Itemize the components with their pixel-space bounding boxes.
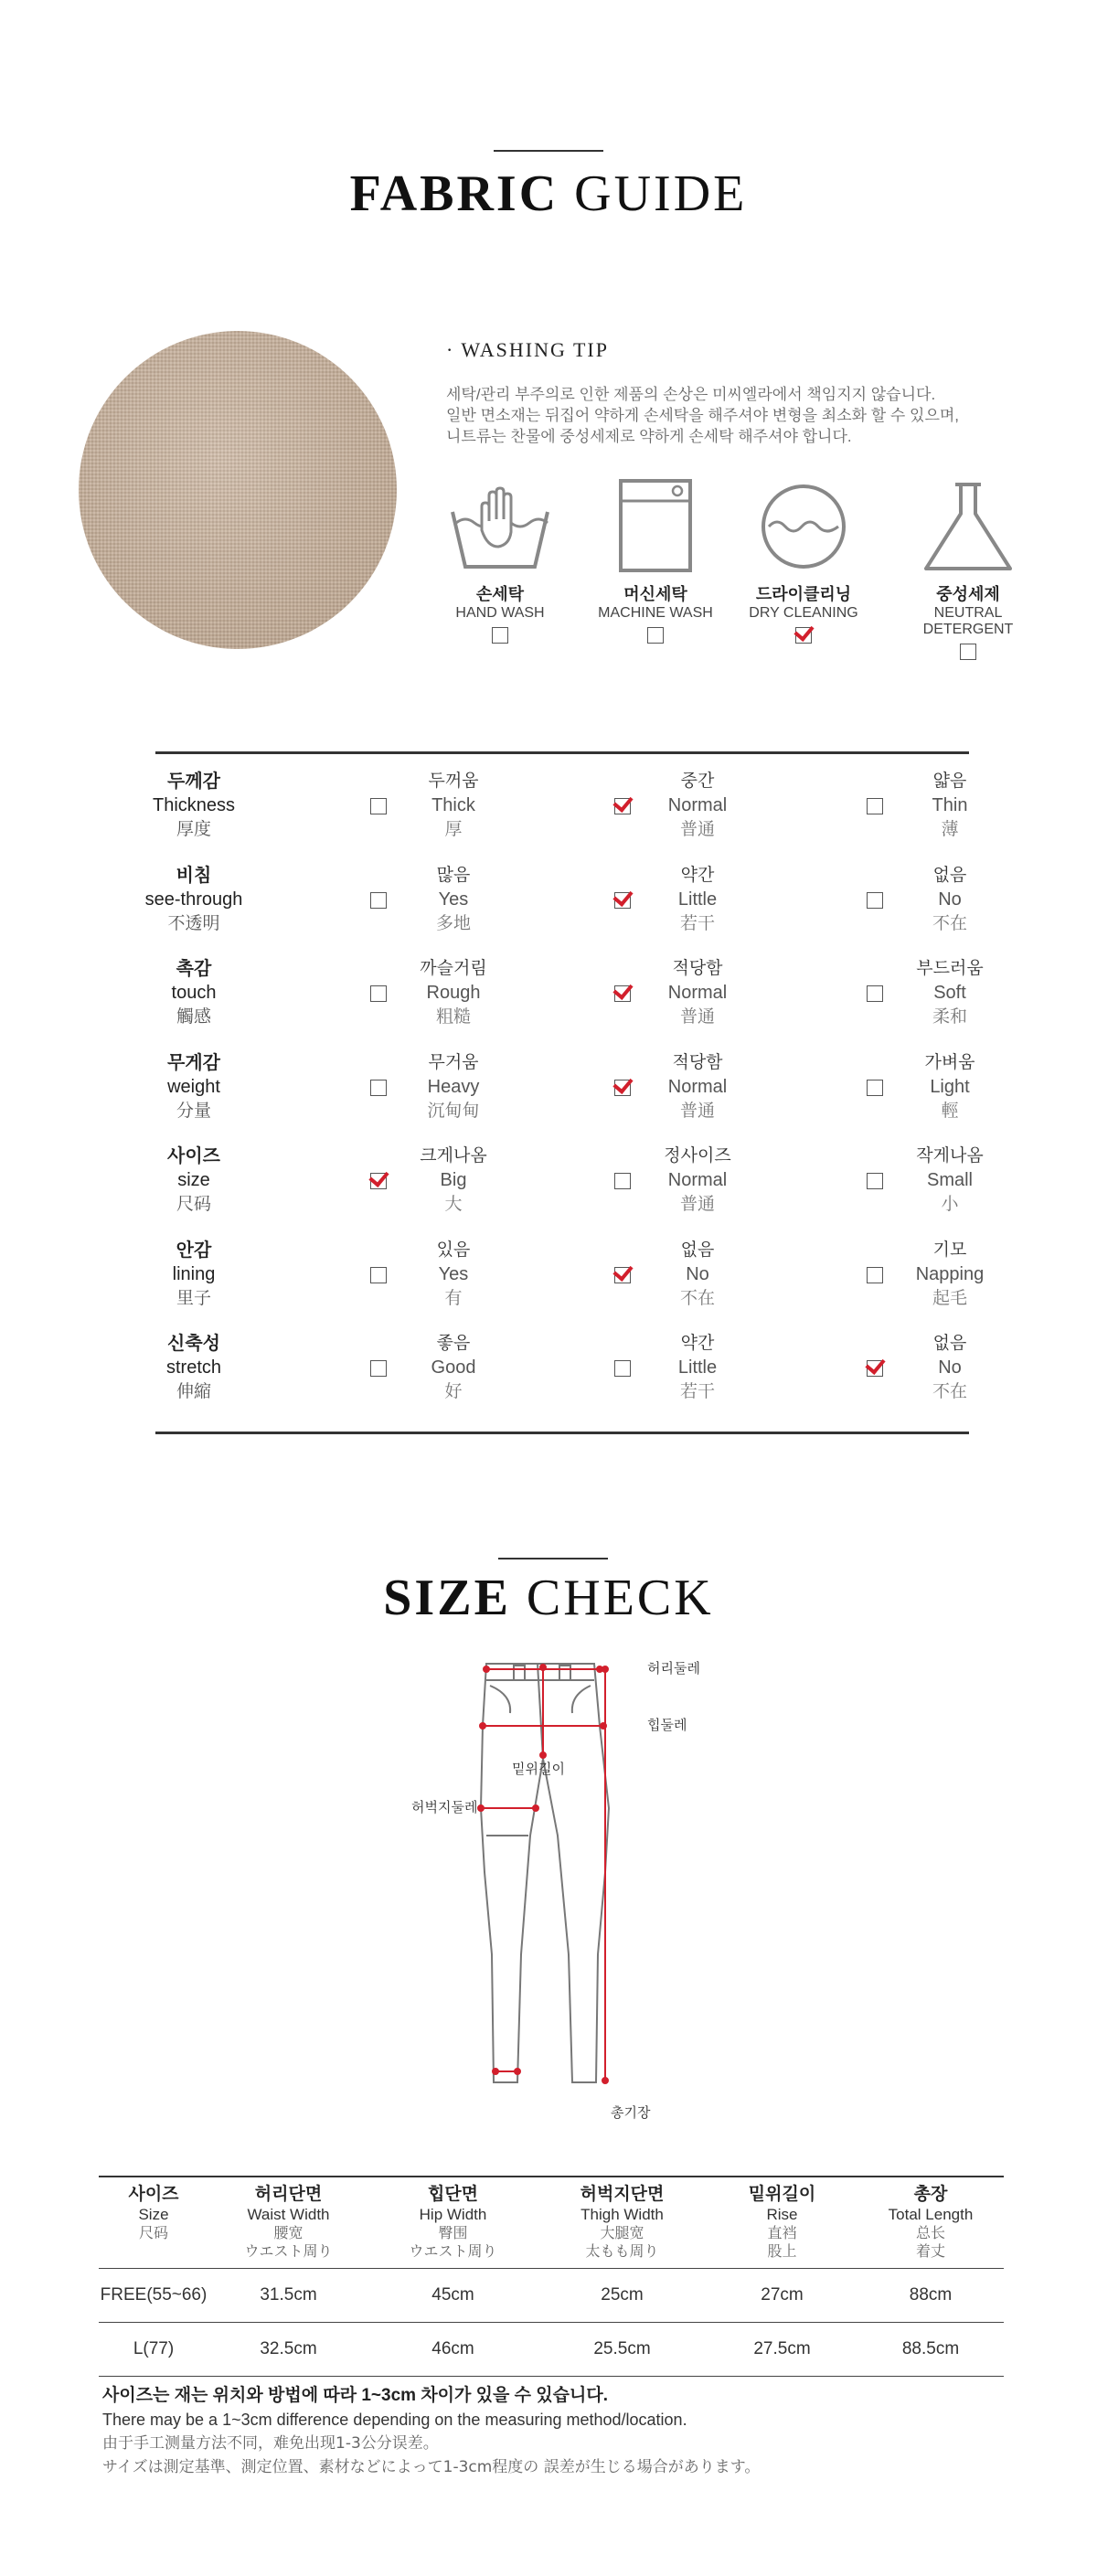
size-cell: 45cm (431, 2285, 474, 2305)
property-option-zh: 若干 (679, 913, 715, 933)
property-option-ko: 기모 (932, 1240, 967, 1260)
property-option-en: Little (677, 889, 718, 910)
size-table-header-row (99, 2177, 1004, 2269)
property-option-text (890, 957, 1009, 1028)
header-ja: ウエスト周り (409, 2242, 497, 2260)
property-option-text (394, 770, 513, 841)
property-label-see-through (102, 864, 285, 935)
property-label-en: Thickness (152, 795, 236, 815)
fabric-guide-title-bold: FABRIC (349, 165, 559, 222)
property-option-ko: 약간 (680, 1334, 715, 1353)
property-option-zh: 厚 (444, 819, 463, 839)
washing-machine-icon (601, 475, 710, 576)
property-option-en: No (938, 889, 962, 910)
property-option-zh: 不在 (932, 913, 967, 933)
property-option-zh: 不在 (932, 1381, 967, 1401)
property-option-en: Normal (667, 983, 728, 1003)
size-cell: FREE(55~66) (100, 2285, 208, 2305)
property-label-stretch (102, 1332, 285, 1403)
property-option-ko: 있음 (436, 1240, 471, 1260)
property-option-checkbox[interactable] (867, 798, 883, 814)
property-label-en: lining (172, 1264, 216, 1284)
property-option-checkbox[interactable] (614, 1080, 631, 1096)
size-check-title (0, 1569, 1097, 1627)
property-option-en: Normal (667, 1077, 728, 1097)
washing-tip-line: 일반 면소재는 뒤집어 약하게 손세탁을 해주셔야 변형을 최소화 할 수 있으며, (446, 407, 960, 424)
header-en: Total Length (888, 2206, 974, 2223)
property-option-checkbox[interactable] (370, 1267, 387, 1283)
property-option-zh: 普通 (679, 1101, 715, 1121)
wash-method-label-ko: 머신세탁 (623, 585, 687, 603)
property-option-checkbox[interactable] (614, 798, 631, 814)
property-option-en: Normal (667, 1170, 728, 1190)
property-option-text (890, 1332, 1009, 1403)
property-option-zh: 起毛 (932, 1288, 967, 1308)
header-zh: 总长 (915, 2224, 945, 2241)
property-label-en: see-through (144, 889, 243, 910)
property-option-en: Heavy (427, 1077, 480, 1097)
fabric-guide-title-light: GUIDE (574, 165, 748, 222)
property-label-en: touch (171, 983, 217, 1003)
property-option-ko: 두꺼움 (428, 772, 479, 791)
wash-method-label-en: HAND WASH (455, 605, 545, 621)
property-option-ko: 부드러움 (916, 959, 984, 978)
note-ja: サイズは測定基準、測定位置、素材などによって1-3cm程度の 誤差が生じる場合があります。 (102, 2458, 761, 2476)
header-en: Hip Width (419, 2206, 487, 2223)
header-ko: 사이즈 (128, 2185, 179, 2204)
header-en: Rise (766, 2206, 798, 2223)
size-table (99, 2176, 1004, 2377)
fabric-guide-top-rule (494, 150, 603, 152)
wash-method-label-en: MACHINE WASH (598, 605, 713, 621)
hand-wash-checkbox[interactable] (492, 627, 508, 644)
size-cell: 25.5cm (593, 2339, 651, 2358)
property-option-ko: 얇음 (932, 772, 967, 791)
property-option-checkbox[interactable] (370, 892, 387, 909)
property-option-zh: 普通 (679, 819, 715, 839)
property-option-zh: 不在 (679, 1288, 715, 1308)
property-option-checkbox[interactable] (614, 1173, 631, 1189)
property-option-en: Normal (667, 795, 728, 815)
header-zh: 臀围 (438, 2224, 468, 2241)
property-option-zh: 有 (444, 1288, 463, 1308)
property-option-zh: 普通 (679, 1006, 715, 1027)
property-option-text (638, 1239, 757, 1310)
property-option-ko: 가벼움 (924, 1053, 975, 1072)
property-option-zh: 輕 (941, 1101, 959, 1121)
property-option-checkbox[interactable] (370, 1360, 387, 1377)
diagram-label-length: 총기장 (611, 2104, 651, 2121)
note-ko: 사이즈는 재는 위치와 방법에 따라 1~3cm 차이가 있을 수 있습니다. (102, 2386, 608, 2405)
size-cell: 25cm (601, 2285, 644, 2305)
properties-bottom-rule (155, 1432, 969, 1434)
property-label-ko: 안감 (176, 1240, 212, 1261)
property-option-en: Light (930, 1077, 970, 1097)
property-option-checkbox[interactable] (867, 1080, 883, 1096)
property-option-checkbox[interactable] (370, 1080, 387, 1096)
size-notes (102, 2384, 1017, 2479)
header-zh: 腰宽 (273, 2224, 304, 2241)
property-option-checkbox[interactable] (614, 1267, 631, 1283)
header-waist (208, 2177, 368, 2269)
property-label-zh: 觸感 (176, 1006, 211, 1027)
property-option-text (890, 1144, 1009, 1216)
property-option-ko: 약간 (680, 866, 715, 885)
property-label-zh: 分量 (176, 1101, 211, 1121)
fabric-swatch-image (79, 331, 397, 649)
property-option-en: Rough (426, 983, 481, 1003)
property-option-text (890, 1239, 1009, 1310)
property-label-en: weight (167, 1077, 220, 1097)
property-option-checkbox[interactable] (370, 798, 387, 814)
property-option-text (394, 864, 513, 935)
property-label-lining (102, 1239, 285, 1310)
property-option-en: Soft (933, 983, 966, 1003)
property-option-ko: 없음 (932, 866, 967, 885)
header-en: Thigh Width (580, 2206, 664, 2223)
size-table-row (99, 2269, 1004, 2323)
property-option-en: Yes (438, 1264, 469, 1284)
flask-icon (913, 475, 1023, 576)
property-option-zh: 粗糙 (435, 1006, 471, 1027)
property-option-zh: 小 (941, 1194, 959, 1214)
property-option-text (890, 1051, 1009, 1123)
size-cell: 88.5cm (901, 2339, 960, 2358)
property-label-size (102, 1144, 285, 1216)
property-label-en: stretch (165, 1357, 222, 1378)
wash-method-machine-wash (578, 475, 733, 644)
property-option-checkbox[interactable] (867, 892, 883, 909)
property-option-ko: 까슬거림 (420, 959, 487, 978)
property-option-checkbox[interactable] (614, 892, 631, 909)
property-option-checkbox[interactable] (867, 1360, 883, 1377)
header-length (857, 2177, 1004, 2269)
dry-cleaning-checkbox[interactable] (795, 627, 812, 644)
properties-top-rule (155, 751, 969, 754)
property-option-text (890, 770, 1009, 841)
property-option-ko: 무거움 (428, 1053, 479, 1072)
diagram-label-rise: 밑위길이 (512, 1761, 565, 1777)
property-option-text (394, 1051, 513, 1123)
property-option-ko: 없음 (680, 1240, 715, 1260)
property-option-ko: 적당함 (672, 1053, 723, 1072)
header-ko: 밑위길이 (748, 2185, 816, 2204)
property-option-en: Good (431, 1357, 476, 1378)
property-option-text (890, 864, 1009, 935)
header-ko: 허벅지단면 (580, 2185, 665, 2204)
wash-method-label-en: DRY CLEANING (749, 605, 858, 621)
size-check-title-light: CHECK (526, 1570, 714, 1626)
note-zh: 由于手工测量方法不同，难免出现1-3公分误差。 (102, 2434, 439, 2453)
property-label-ko: 비침 (176, 866, 212, 886)
property-option-en: Napping (915, 1264, 985, 1284)
property-label-touch (102, 957, 285, 1028)
property-option-ko: 많음 (436, 866, 471, 885)
property-label-thickness (102, 770, 285, 841)
wash-method-label-ko: 드라이클리닝 (755, 585, 852, 603)
washing-tip-line: 세탁/관리 부주의로 인한 제품의 손상은 미씨엘라에서 책임지지 않습니다. (446, 386, 936, 403)
property-option-ko: 좋음 (436, 1334, 471, 1353)
neutral-detergent-checkbox[interactable] (960, 644, 976, 660)
machine-wash-checkbox[interactable] (647, 627, 664, 644)
property-option-ko: 적당함 (672, 959, 723, 978)
property-label-zh: 厚度 (176, 819, 211, 839)
header-ja: 股上 (767, 2242, 797, 2260)
property-label-ko: 신축성 (167, 1334, 220, 1354)
property-option-en: Thin (932, 795, 968, 815)
property-option-zh: 好 (444, 1381, 463, 1401)
size-cell: 88cm (909, 2285, 953, 2305)
property-option-ko: 없음 (932, 1334, 967, 1353)
header-size (99, 2177, 208, 2269)
property-option-checkbox[interactable] (614, 985, 631, 1002)
property-option-ko: 중간 (680, 772, 715, 791)
header-ja: 太もも周り (585, 2242, 659, 2260)
property-label-zh: 不透明 (167, 913, 220, 933)
header-zh: 大腿宽 (600, 2224, 644, 2241)
header-ko: 총장 (913, 2185, 948, 2204)
pants-measurement-diagram (457, 1653, 649, 2101)
property-label-ko: 무게감 (167, 1053, 220, 1073)
header-thigh (538, 2177, 707, 2269)
property-option-checkbox[interactable] (867, 985, 883, 1002)
property-option-ko: 크게나옴 (420, 1146, 487, 1166)
property-option-ko: 작게나옴 (916, 1146, 984, 1166)
header-ja: ウエスト周り (244, 2242, 333, 2260)
property-option-en: Little (677, 1357, 718, 1378)
size-cell: 46cm (431, 2339, 474, 2358)
header-zh: 直裆 (767, 2224, 797, 2241)
hand-wash-icon (445, 475, 555, 576)
property-option-text (638, 864, 757, 935)
diagram-label-waist: 허리둘레 (647, 1660, 700, 1677)
header-en: Size (138, 2206, 169, 2223)
property-option-zh: 普通 (679, 1194, 715, 1214)
dry-cleaning-icon (749, 475, 858, 576)
property-label-en: size (177, 1170, 210, 1190)
size-check-top-rule (498, 1558, 608, 1559)
size-cell: 32.5cm (260, 2339, 317, 2358)
property-option-checkbox[interactable] (370, 1173, 387, 1189)
property-option-text (638, 1332, 757, 1403)
size-cell: 27cm (761, 2285, 804, 2305)
header-en: Waist Width (247, 2206, 330, 2223)
property-option-text (638, 957, 757, 1028)
washing-tip-line: 니트류는 찬물에 중성세제로 약하게 손세탁 해주셔야 합니다. (446, 428, 852, 445)
washing-tip-text (446, 384, 1013, 447)
property-option-checkbox[interactable] (867, 1267, 883, 1283)
property-option-en: Thick (431, 795, 475, 815)
property-label-ko: 사이즈 (167, 1146, 220, 1166)
property-option-zh: 柔和 (932, 1006, 967, 1027)
property-option-en: Big (440, 1170, 467, 1190)
property-option-checkbox[interactable] (867, 1173, 883, 1189)
property-label-zh: 尺码 (176, 1194, 211, 1214)
property-option-text (394, 957, 513, 1028)
property-label-ko: 촉감 (176, 959, 212, 979)
property-label-weight (102, 1051, 285, 1123)
property-option-text (394, 1144, 513, 1216)
wash-method-label-en: NEUTRAL DETERGENT (922, 605, 1014, 637)
header-ja: 着丈 (915, 2242, 945, 2260)
property-option-zh: 薄 (941, 819, 959, 839)
wash-method-neutral-detergent (890, 475, 1046, 660)
size-cell: L(77) (133, 2339, 175, 2358)
property-option-text (638, 1051, 757, 1123)
property-option-zh: 大 (444, 1194, 463, 1214)
property-option-en: No (938, 1357, 962, 1378)
property-option-zh: 多地 (435, 913, 471, 933)
property-label-zh: 伸縮 (176, 1381, 211, 1401)
property-option-en: Yes (438, 889, 469, 910)
property-option-text (638, 770, 757, 841)
size-table-row (99, 2323, 1004, 2377)
property-option-checkbox[interactable] (614, 1360, 631, 1377)
header-rise (707, 2177, 857, 2269)
property-option-text (394, 1332, 513, 1403)
property-option-text (638, 1144, 757, 1216)
wash-method-label-ko: 중성세제 (936, 585, 1000, 603)
size-cell: 27.5cm (753, 2339, 811, 2358)
size-cell: 31.5cm (260, 2285, 317, 2305)
wash-method-label-ko: 손세탁 (475, 585, 525, 603)
header-ko: 허리단면 (254, 2185, 323, 2204)
property-option-text (394, 1239, 513, 1310)
header-zh: 尺码 (138, 2224, 168, 2241)
wash-method-dry-cleaning (726, 475, 881, 644)
size-check-title-bold: SIZE (383, 1570, 511, 1626)
note-en: There may be a 1~3cm difference depending on the measuring method/location. (102, 2411, 687, 2429)
header-ko: 힙단면 (427, 2185, 479, 2204)
washing-tip-title: · WASHING TIP (446, 338, 609, 361)
diagram-label-thigh: 허벅지둘레 (411, 1799, 478, 1815)
property-option-checkbox[interactable] (370, 985, 387, 1002)
property-option-ko: 정사이즈 (664, 1146, 731, 1166)
property-option-zh: 沉甸甸 (427, 1101, 480, 1121)
property-option-en: No (686, 1264, 709, 1284)
diagram-label-hip: 힙둘레 (647, 1717, 687, 1733)
wash-method-hand-wash (422, 475, 578, 644)
property-label-ko: 두께감 (167, 772, 220, 792)
fabric-guide-title (0, 165, 1097, 223)
property-option-en: Small (926, 1170, 973, 1190)
property-label-zh: 里子 (176, 1288, 211, 1308)
header-hip (368, 2177, 538, 2269)
property-option-zh: 若干 (679, 1381, 715, 1401)
